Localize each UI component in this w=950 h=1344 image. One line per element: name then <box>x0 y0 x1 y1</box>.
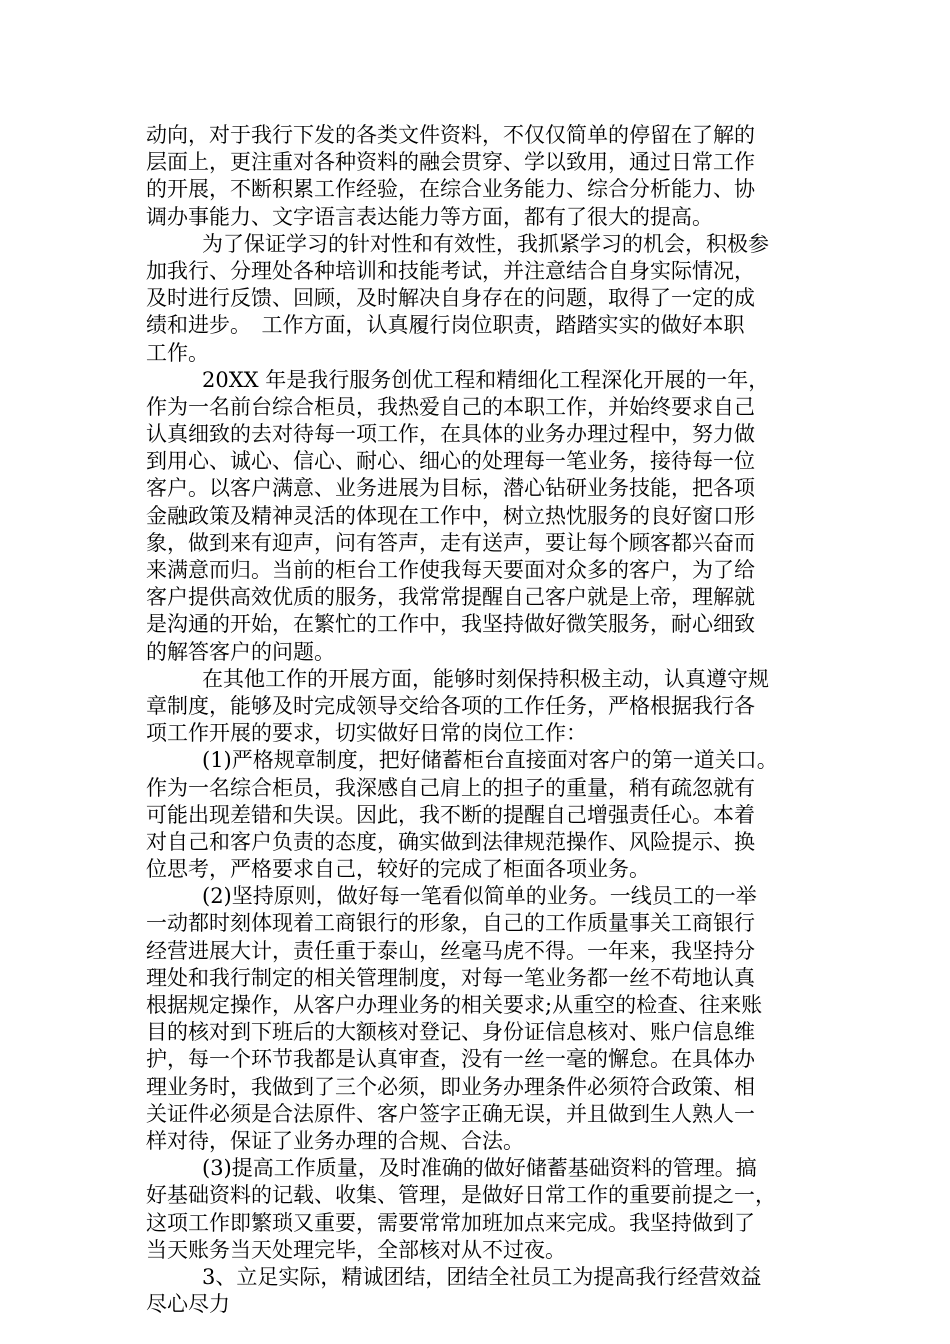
text-line: 样对待，保证了业务办理的合规、合法。 <box>146 1128 524 1153</box>
text-line: 动向，对于我行下发的各类文件资料，不仅仅简单的停留在了解的 <box>146 123 755 147</box>
text-line: 这项工作即繁琐又重要，需要常常加班加点来完成。我坚持做到了 <box>146 1210 755 1235</box>
text-line: 及时进行反馈、回顾，及时解决自身存在的问题，取得了一定的成 <box>146 286 755 311</box>
text-line: 金融政策及精神灵活的体现在工作中，树立热忱服务的良好窗口形 <box>146 503 755 528</box>
text-line: 3、立足实际，精诚团结，团结全社员工为提高我行经营效益 <box>202 1264 762 1289</box>
text-line: 客户。以客户满意、业务进展为目标，潜心钻研业务技能，把各项 <box>146 476 755 501</box>
text-line: 在其他工作的开展方面，能够时刻保持积极主动，认真遵守规 <box>202 666 769 691</box>
text-line: 工作。 <box>146 340 209 365</box>
text-line: 位思考，严格要求自己，较好的完成了柜面各项业务。 <box>146 857 650 882</box>
text-line: 层面上，更注重对各种资料的融会贯穿、学以致用，通过日常工作 <box>146 150 755 175</box>
text-line: 项工作开展的要求，切实做好日常的岗位工作： <box>146 721 587 746</box>
text-line: 理业务时，我做到了三个必须，即业务办理条件必须符合政策、相 <box>146 1074 755 1099</box>
text-line: 理处和我行制定的相关管理制度，对每一笔业务都一丝不苟地认真 <box>146 965 755 990</box>
text-line: 客户提供高效优质的服务，我常常提醒自己客户就是上帝，理解就 <box>146 585 755 610</box>
text-line: 作为一名综合柜员，我深感自己肩上的担子的重量，稍有疏忽就有 <box>146 775 755 800</box>
text-line: 关证件必须是合法原件、客户签字正确无误，并且做到生人熟人一 <box>146 1101 755 1126</box>
text-line: 尽心尽力 <box>146 1292 230 1317</box>
text-line: 是沟通的开始，在繁忙的工作中，我坚持做好微笑服务，耐心细致 <box>146 612 755 637</box>
text-line: (1)严格规章制度，把好储蓄柜台直接面对客户的第一道关口。 <box>202 748 778 773</box>
text-line: 象，做到来有迎声，问有答声，走有送声，要让每个顾客都兴奋而 <box>146 530 755 555</box>
text-line: 20XX 年是我行服务创优工程和精细化工程深化开展的一年， <box>202 367 770 392</box>
text-line: 加我行、分理处各种培训和技能考试，并注意结合自身实际情况， <box>146 258 755 283</box>
text-line: 章制度，能够及时完成领导交给各项的工作任务，严格根据我行各 <box>146 693 755 718</box>
text-line: 护，每一个环节我都是认真审查，没有一丝一毫的懈怠。在具体办 <box>146 1047 755 1072</box>
text-line: 为了保证学习的针对性和有效性，我抓紧学习的机会，积极参 <box>202 231 769 256</box>
document-body <box>146 122 810 1318</box>
text-line: 到用心、诚心、信心、耐心、细心的处理每一笔业务，接待每一位 <box>146 449 755 474</box>
text-line: 对自己和客户负责的态度，确实做到法律规范操作、风险提示、换 <box>146 829 755 854</box>
text-line: 的解答客户的问题。 <box>146 639 335 664</box>
text-line: 好基础资料的记载、收集、管理，是做好日常工作的重要前提之一， <box>146 1183 776 1208</box>
text-line: (3)提高工作质量，及时准确的做好储蓄基础资料的管理。搞 <box>202 1156 757 1181</box>
text-line: 可能出现差错和失误。因此，我不断的提醒自己增强责任心。本着 <box>146 802 755 827</box>
text-line: (2)坚持原则，做好每一笔看似简单的业务。一线员工的一举 <box>202 884 757 909</box>
text-line: 作为一名前台综合柜员，我热爱自己的本职工作，并始终要求自己 <box>146 394 755 419</box>
text-line: 的开展，不断积累工作经验，在综合业务能力、综合分析能力、协 <box>146 177 755 202</box>
text-line: 绩和进步。 工作方面，认真履行岗位职责，踏踏实实的做好本职 <box>146 313 745 338</box>
text-line: 根据规定操作，从客户办理业务的相关要求;从重空的检查、往来账 <box>146 993 763 1017</box>
text-line: 调办事能力、文字语言表达能力等方面，都有了很大的提高。 <box>146 204 713 229</box>
text-line: 一动都时刻体现着工商银行的形象，自己的工作质量事关工商银行 <box>146 911 755 936</box>
text-line: 来满意而归。当前的柜台工作使我每天要面对众多的客户，为了给 <box>146 558 755 582</box>
text-line: 经营进展大计，责任重于泰山，丝毫马虎不得。一年来，我坚持分 <box>146 938 755 963</box>
text-line: 认真细致的去对待每一项工作，在具体的业务办理过程中，努力做 <box>146 422 755 447</box>
text-line: 目的核对到下班后的大额核对登记、身份证信息核对、账户信息维 <box>146 1020 755 1045</box>
text-line: 当天账务当天处理完毕，全部核对从不过夜。 <box>146 1237 566 1262</box>
